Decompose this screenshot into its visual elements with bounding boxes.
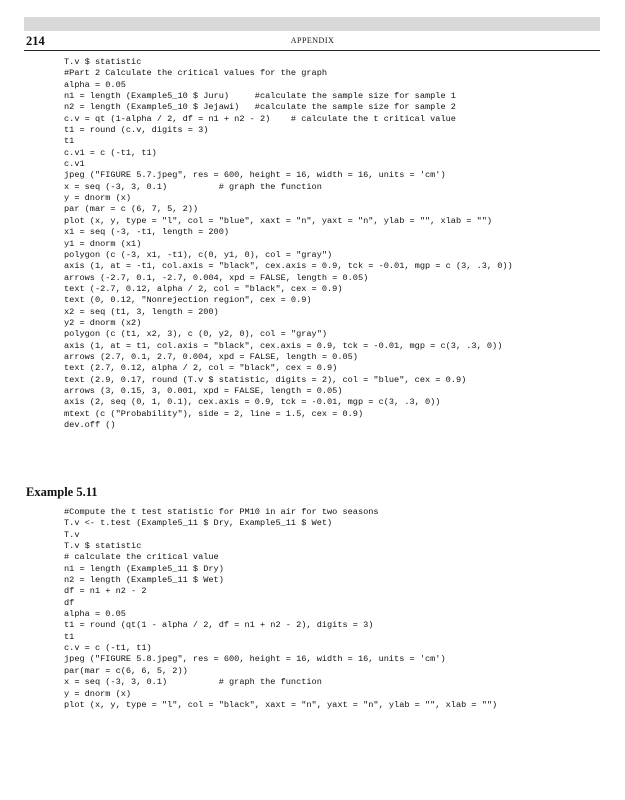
code-line: t1 <box>64 631 75 642</box>
code-line: y2 = dnorm (x2) <box>64 317 142 328</box>
header-bar <box>24 17 600 31</box>
code-block-2 <box>64 507 497 711</box>
code-line: text (2.7, 0.12, alpha / 2, col = "black", cex = 0.9) <box>64 363 338 374</box>
code-line: text (-2.7, 0.12, alpha / 2, col = "black", cex = 0.9) <box>64 283 343 294</box>
code-line: x1 = seq (-3, -t1, length = 200) <box>64 227 230 238</box>
code-line: axis (1, at = t1, col.axis = "black", cex.axis = 0.9, tck = -0.01, mgp = c(3, .3, 0)) <box>64 340 503 351</box>
code-line: c.v = c (-t1, t1) <box>64 643 152 654</box>
section-heading: Example 5.11 <box>26 485 98 499</box>
code-line: y = dnorm (x) <box>64 193 132 204</box>
code-line: #Part 2 Calculate the critical values for the graph <box>64 68 328 79</box>
code-line: T.v $ statistic <box>64 541 142 552</box>
code-line: t1 = round (qt(1 - alpha / 2, df = n1 + n2 - 2), digits = 3) <box>64 620 374 631</box>
code-line: mtext (c ("Probability"), side = 2, line = 1.5, cex = 0.9) <box>64 408 364 419</box>
code-line: par (mar = c (6, 7, 5, 2)) <box>64 204 199 215</box>
code-line: plot (x, y, type = "l", col = "black", xaxt = "n", yaxt = "n", ylab = "", xlab = "") <box>64 699 498 710</box>
code-line: alpha = 0.05 <box>64 609 126 620</box>
code-line: df = n1 + n2 - 2 <box>64 586 147 597</box>
page-number: 214 <box>26 34 45 48</box>
code-block-1 <box>64 57 513 431</box>
code-line: n1 = length (Example5_11 $ Dry) <box>64 563 224 574</box>
running-head: APPENDIX <box>290 36 335 45</box>
code-line: dev.off () <box>64 420 116 430</box>
code-line: text (2.9, 0.17, round (T.v $ statistic, digits = 2), col = "blue", cex = 0.9) <box>64 374 467 385</box>
code-line: n2 = length (Example5_10 $ Jejawi) #calculate the sample size for sample 2 <box>64 102 456 113</box>
code-line: polygon (c (t1, x2, 3), c (0, y2, 0), col = "gray") <box>64 329 328 340</box>
code-line: t1 = round (c.v, digits = 3) <box>64 125 209 136</box>
code-line: c.v1 = c (-t1, t1) <box>64 147 157 158</box>
code-line: axis (1, at = -t1, col.axis = "black", cex.axis = 0.9, tck = -0.01, mgp = c (3, .3, 0)) <box>64 261 513 272</box>
code-line: x = seq (-3, 3, 0.1) # graph the function <box>64 181 322 192</box>
code-line: #Compute the t test statistic for PM10 in air for two seasons <box>64 507 379 517</box>
code-line: y1 = dnorm (x1) <box>64 238 142 249</box>
code-line: text (0, 0.12, "Nonrejection region", cex = 0.9) <box>64 295 312 306</box>
code-line: plot (x, y, type = "l", col = "blue", xaxt = "n", yaxt = "n", ylab = "", xlab = "") <box>64 215 493 226</box>
code-line: T.v <- t.test (Example5_11 $ Dry, Example5_11 $ Wet) <box>64 518 333 529</box>
code-line: n1 = length (Example5_10 $ Juru) #calculate the sample size for sample 1 <box>64 91 456 102</box>
code-line: c.v = qt (1-alpha / 2, df = n1 + n2 - 2) # calculate the t critical value <box>64 113 456 124</box>
code-line: alpha = 0.05 <box>64 79 126 90</box>
code-line: par(mar = c(6, 6, 5, 2)) <box>64 665 188 676</box>
code-line: arrows (2.7, 0.1, 2.7, 0.004, xpd = FALSE, length = 0.05) <box>64 351 358 362</box>
code-line: axis (2, seq (0, 1, 0.1), cex.axis = 0.9, tck = -0.01, mgp = c(3, .3, 0)) <box>64 397 441 408</box>
code-line: T.v <box>64 529 80 540</box>
code-line: df <box>64 597 75 608</box>
code-line: T.v $ statistic <box>64 57 142 67</box>
code-line: y = dnorm (x) <box>64 688 132 699</box>
code-line: arrows (-2.7, 0.1, -2.7, 0.004, xpd = FALSE, length = 0.05) <box>64 272 369 283</box>
header-rule <box>24 50 600 51</box>
code-line: jpeg ("FIGURE 5.7.jpeg", res = 600, height = 16, width = 16, units = 'cm') <box>64 170 446 181</box>
code-line: n2 = length (Example5_11 $ Wet) <box>64 575 224 586</box>
code-line: polygon (c (-3, x1, -t1), c(0, y1, 0), col = "gray") <box>64 249 333 260</box>
code-line: c.v1 <box>64 159 85 170</box>
code-line: arrows (3, 0.15, 3, 0.001, xpd = FALSE, length = 0.05) <box>64 385 343 396</box>
code-line: x2 = seq (t1, 3, length = 200) <box>64 306 219 317</box>
code-line: # calculate the critical value <box>64 552 219 563</box>
code-line: jpeg ("FIGURE 5.8.jpeg", res = 600, height = 16, width = 16, units = 'cm') <box>64 654 446 665</box>
code-line: t1 <box>64 136 75 147</box>
code-line: x = seq (-3, 3, 0.1) # graph the function <box>64 677 322 688</box>
